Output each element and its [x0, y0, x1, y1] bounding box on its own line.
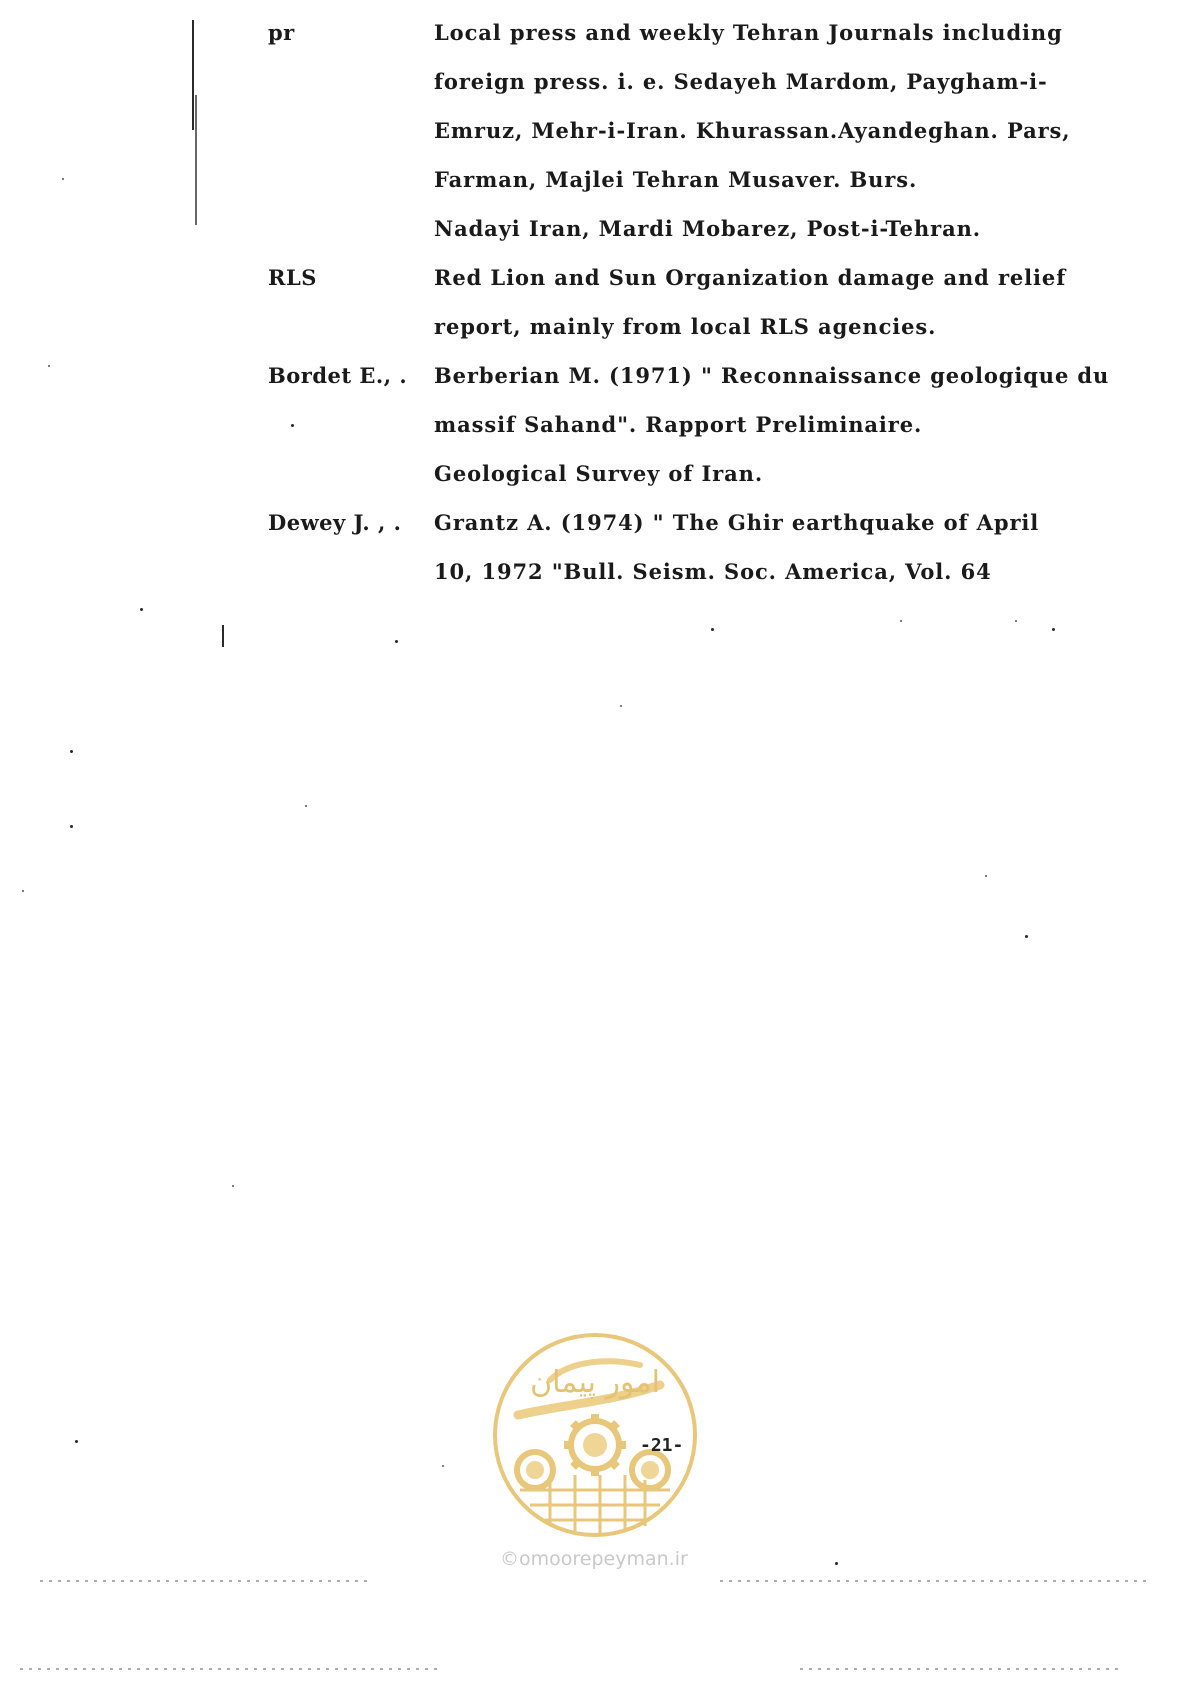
reference-line: Emruz, Mehr-i-Iran. Khurassan.Ayandeghan. Pars,: [434, 118, 1071, 143]
scan-noise: [20, 1668, 440, 1670]
scan-margin-line: [192, 20, 194, 130]
reference-abbreviation: Bordet E., .: [268, 363, 408, 388]
reference-list: [268, 8, 1108, 596]
reference-abbreviation: RLS: [268, 265, 317, 290]
scan-speck: [232, 1185, 234, 1187]
reference-text: [434, 351, 1109, 498]
reference-line: massif Sahand". Rapport Preliminaire.: [434, 412, 923, 437]
scan-speck: [62, 178, 64, 180]
reference-line: Farman, Majlei Tehran Musaver. Burs.: [434, 167, 918, 192]
reference-line: 10, 1972 "Bull. Seism. Soc. America, Vol. 64: [434, 559, 992, 584]
scan-speck: [900, 620, 902, 622]
reference-text: [434, 253, 1108, 351]
scan-speck: [835, 1562, 838, 1565]
scan-speck: [1052, 628, 1055, 631]
reference-abbreviation: Dewey J. , .: [268, 510, 402, 535]
scan-speck: [442, 1465, 444, 1467]
scan-speck: [70, 825, 73, 828]
scan-margin-line: [222, 625, 224, 647]
scan-speck: [1015, 620, 1017, 622]
scan-speck: [140, 608, 143, 611]
watermark-url: [500, 1548, 688, 1570]
reference-line: Nadayi Iran, Mardi Mobarez, Post-i-Tehran.: [434, 216, 981, 241]
scan-noise: [800, 1668, 1120, 1670]
reference-line: Grantz A. (1974) " The Ghir earthquake of April: [434, 510, 1040, 535]
scan-margin-line: [195, 95, 197, 225]
svg-text:امور پیمان: امور پیمان: [530, 1365, 660, 1400]
reference-entry-pr: [268, 8, 1108, 253]
reference-text: [434, 8, 1108, 253]
scan-noise: [40, 1580, 370, 1582]
reference-entry-dewey: [268, 498, 1108, 596]
scan-speck: [395, 640, 398, 643]
reference-abbreviation: pr: [268, 20, 295, 45]
scan-speck: [620, 705, 622, 707]
copyright-icon: ©: [500, 1548, 519, 1570]
scan-speck: [305, 805, 307, 807]
scan-speck: [70, 750, 73, 753]
scan-speck: [48, 365, 50, 367]
reference-line: report, mainly from local RLS agencies.: [434, 314, 937, 339]
scan-speck: [22, 890, 24, 892]
page-number: -21-: [640, 1435, 684, 1456]
reference-line: foreign press. i. e. Sedayeh Mardom, Paygham-i-: [434, 69, 1048, 94]
scan-noise: [720, 1580, 1150, 1582]
scan-speck: [985, 875, 987, 877]
scan-speck: [75, 1440, 78, 1443]
reference-line: Geological Survey of Iran.: [434, 461, 764, 486]
reference-line: Local press and weekly Tehran Journals including: [434, 20, 1063, 45]
reference-text: [434, 498, 1108, 596]
scan-speck: [711, 628, 714, 631]
watermark-site: omoorepeyman.ir: [519, 1548, 688, 1570]
reference-entry-bordet: [268, 351, 1108, 498]
reference-line: Red Lion and Sun Organization damage and relief: [434, 265, 1067, 290]
reference-entry-rls: [268, 253, 1108, 351]
reference-line: Berberian M. (1971) " Reconnaissance geologique du: [434, 363, 1110, 388]
scan-speck: [1025, 935, 1028, 938]
